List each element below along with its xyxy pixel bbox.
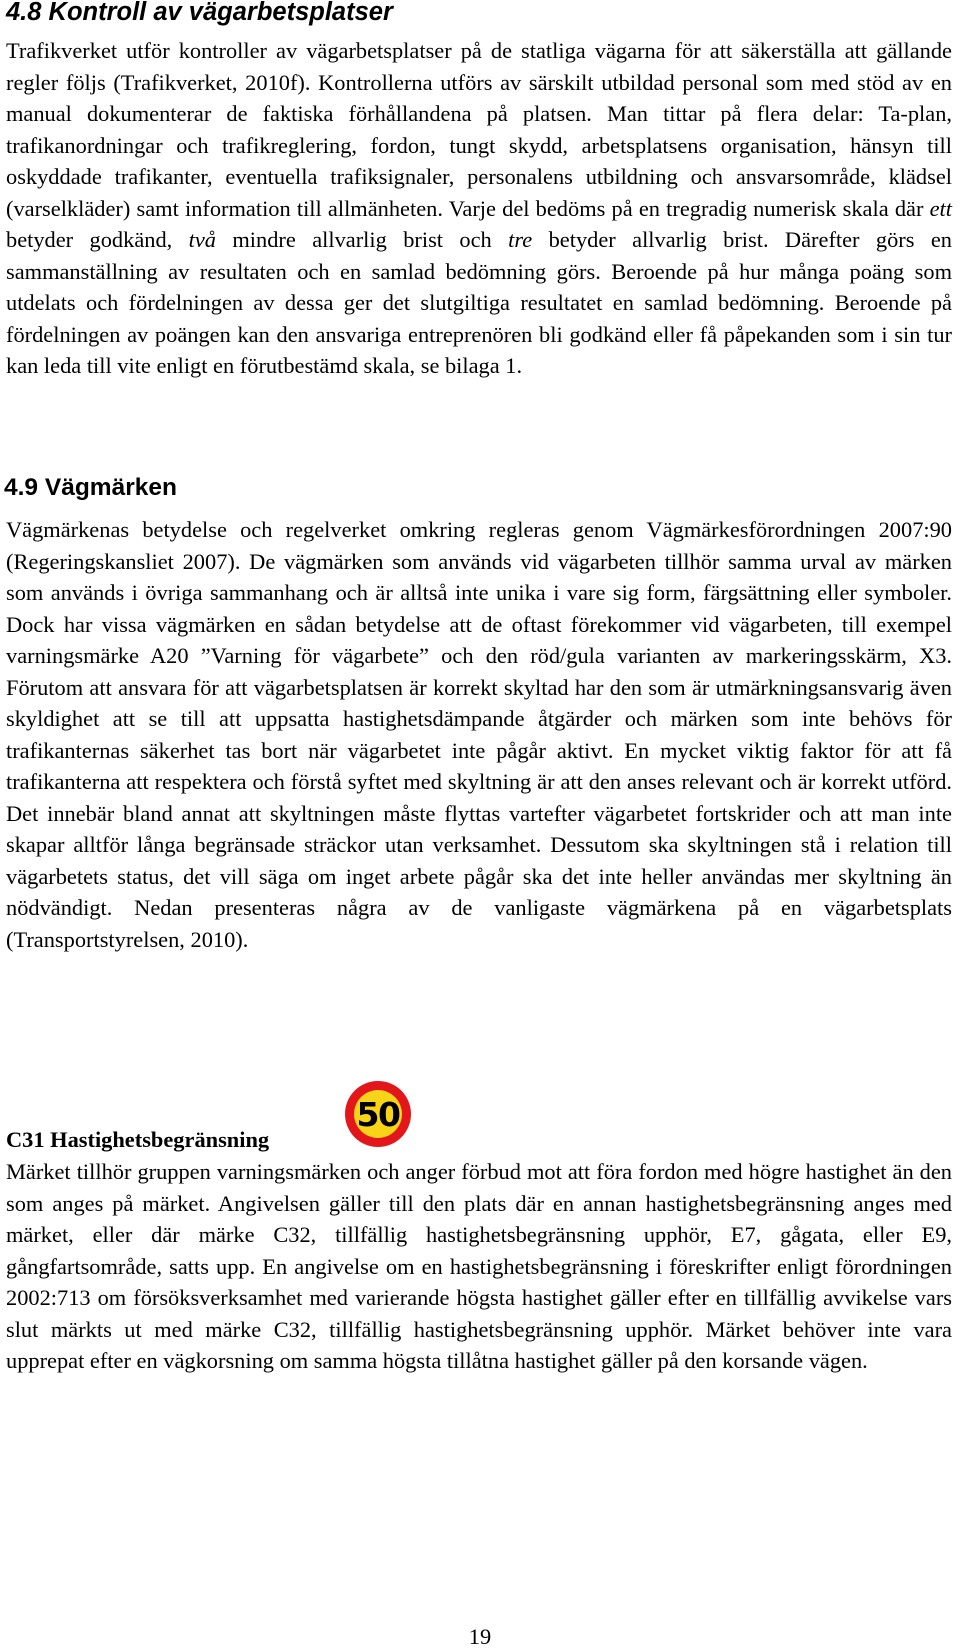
sign-c31-heading: C31 Hastighetsbegränsning — [6, 1127, 270, 1152]
italic-word-tva: två — [188, 227, 216, 252]
italic-word-ett: ett — [929, 195, 952, 221]
page-number: 19 — [468, 1624, 492, 1649]
speed-limit-50-sign-icon — [343, 1079, 413, 1149]
italic-word-tre: tre — [508, 227, 533, 252]
section-4-9-paragraph: Vägmärkenas betydelse och regelverket omkring regleras genom Vägmärkesförordningen 2007:90 (Regeringskansliet 2007). De vägmärken som används vid vägarbeten tillhör samma urval av märken som används i övriga sammanhang och är alltså inte unika i vare sig form, färgsättning eller symboler. Dock har vissa vägmärken en sådan betydelse att de oftast förekommer vid vägarbeten, till exempel varningsmärke A20 ”Varning för vägarbete” och den röd/gula varianten av markeringsskärm, X3. Förutom att ansvara för att vägarbetsplatsen är korrekt skyltad har den som är utmärkningsansvarig även skyldighet att se till att uppsatta hastighetsdämpande åtgärder och märken som inte behövs för trafikanternas säkerhet tas bort när vägarbetet inte pågår aktivt. En mycket viktig faktor för att få trafikanterna att respektera och förstå syftet med skyltning är att den anses relevant och är korrekt utförd. Det innebär bland annat att skyltningen måste flyttas vartefter vägarbetet fortskrider och att man inte skapar alltför långa begränsade sträckor utan verksamhet. Dessutom ska skyltningen stå i relation till vägarbetets status, det vill säga om inget arbete pågår ska det inte heller användas mer skyltning än nödvändigt. Nedan presenteras några av de vanligaste vägmärkena på en vägarbetsplats (Transportstyrelsen, 2010). — [6, 517, 952, 952]
sign-speed-value: 50 — [356, 1095, 400, 1134]
section-4-8-paragraph — [6, 35, 952, 382]
sign-c31-paragraph: Märket tillhör gruppen varningsmärken och anger förbud mot att föra fordon med högre hastighet än den som anges på märket. Angivelsen gäller till den plats där en annan hastighetsbegränsning anges med märket, eller där märke C32, tillfällig hastighetsbegränsning upphör, E7, gågata, eller E9, gångfartsområde, satts upp. En angivelse om en hastighetsbegränsning i föreskrifter enligt förordningen 2002:713 om försöksverksamhet med varierande högsta hastighet gäller efter en tillfällig avvikelse vars slut märkts ut med märke C32, tillfällig hastighetsbegränsning upphör. Märket behöver inte vara upprepat efter en vägkorsning om samma högsta tillåtna hastighet gäller på den korsande vägen. — [6, 1159, 952, 1373]
section-4-8-heading: 4.8 Kontroll av vägarbetsplatser — [6, 0, 393, 26]
text-run: betyder allvarlig brist. Därefter görs en sammanställning av resultaten och en samlad bedömning görs. Beroende på hur många poäng som utdelats och fördelningen av dessa ger det slutgiltiga resultatet en samlad bedömning. Beroende på fördelningen av poängen kan den ansvariga entreprenören bli godkänd eller få påpekanden som i sin tur kan leda till vite enligt en förutbestämd skala, se bilaga 1. — [6, 227, 952, 378]
text-run: mindre allvarlig brist och — [216, 227, 509, 252]
text-run: betyder godkänd, — [6, 227, 189, 252]
text-run: Trafikverket utför kontroller av vägarbetsplatser på de statliga vägarna för att säkerställa att gällande regler följs (Trafikverket, 2010f). Kontrollerna utförs av särskilt utbildad personal som med stöd av en manual dokumenterar de faktiska förhållandena på platsen. Man tittar på flera delar: Ta-plan, trafikanordningar och trafikreglering, fordon, tungt skydd, arbetsplatsens organisation, hänsyn till oskyddade trafikanter, eventuella trafiksignaler, personalens utbildning och ansvarsområde, klädsel (varselkläder) samt information till allmänheten. Varje del bedöms på en tregradig numerisk skala där — [6, 38, 952, 221]
section-4-9-heading: 4.9 Vägmärken — [4, 474, 177, 501]
